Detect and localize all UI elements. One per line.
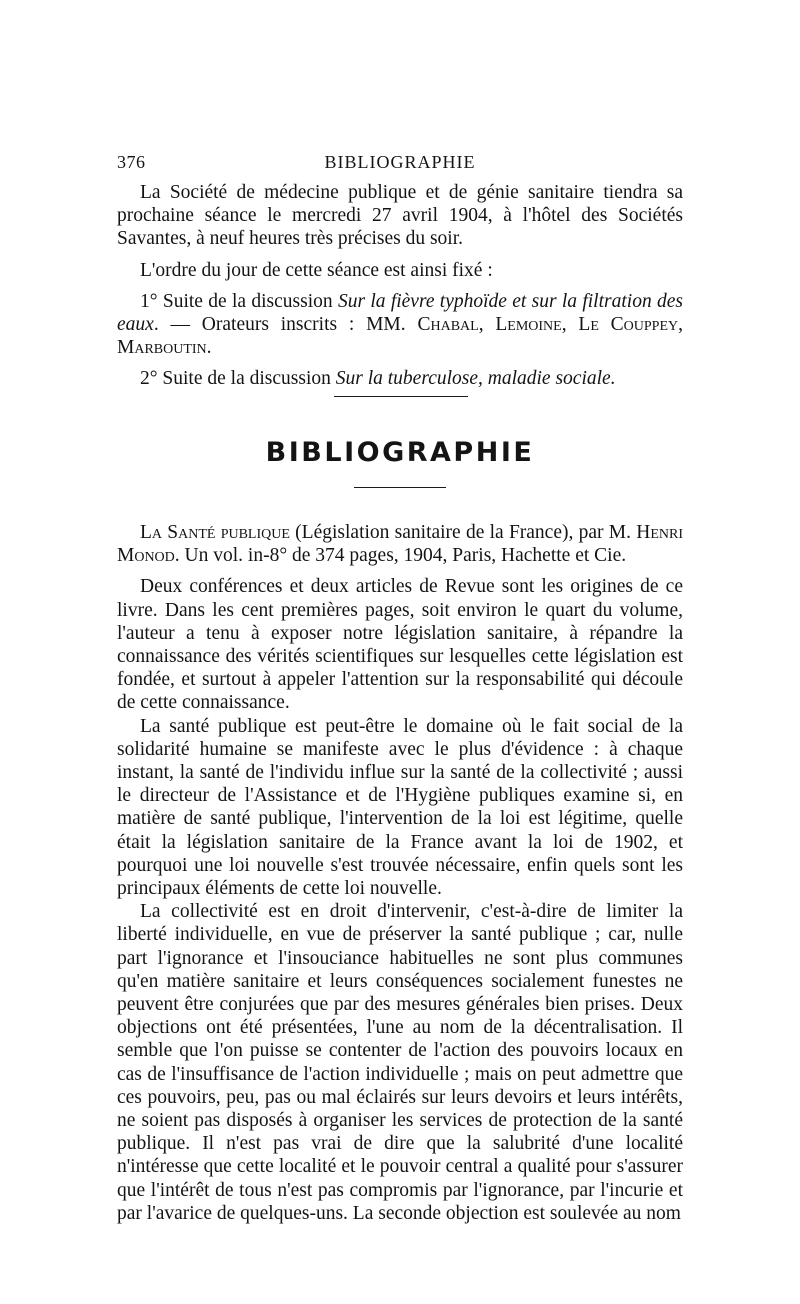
review-paragraph-2: La santé publique est peut-être le domaine où le fait social de la solidarité humaine se manifeste avec le plus d'évidence : à chaque instant, la santé de l'individu influe sur la santé de la collectivité ; aussi le directeur de l'Assistance et de l'Hygiène publiques examine si, en matière de santé publique, l'intervention de la loi est légitime, quelle était la législation sanitaire de la France avant la loi de 1902, et pourquoi une loi nouvelle s'est trouvée nécessaire, enfin quels sont les principaux éléments de cette loi nouvelle. xyxy=(117,715,683,900)
agenda-item-1-prefix: 1° Suite de la discussion xyxy=(140,290,338,312)
page-number: 376 xyxy=(117,152,146,172)
running-title: BIBLIOGRAPHIE xyxy=(324,152,476,172)
book-author: Henri Monod xyxy=(117,522,683,567)
book-review xyxy=(117,521,683,1225)
agenda-item-2-title: Sur la tuberculose, maladie sociale. xyxy=(335,368,616,390)
agenda-intro: L'ordre du jour de cette séance est ainsi fixé : xyxy=(140,259,493,281)
agenda-item-2 xyxy=(117,367,683,390)
book-title: La Santé publique xyxy=(140,522,290,543)
notice-paragraph: La Société de médecine publique et de génie sanitaire tiendra sa prochaine séance le mercredi 27 avril 1904, à l'hôtel des Sociétés Savantes, à neuf heures très précises du soir. xyxy=(117,182,683,250)
agenda-item-1-speakers: Chabal, Lemoine, Le Couppey, Marboutin. xyxy=(117,314,684,359)
separator-rule-bottom xyxy=(354,487,446,488)
agenda-item-2-prefix: 2° Suite de la discussion xyxy=(140,368,336,390)
book-citation xyxy=(117,521,683,567)
society-notice xyxy=(117,181,683,391)
separator-rule-top xyxy=(334,396,468,397)
agenda-item-1-title: Sur la fièvre typhoïde et sur la filtration des eaux xyxy=(117,290,684,336)
running-head xyxy=(117,152,683,174)
agenda-item-1 xyxy=(117,290,683,360)
section-title: BIBLIOGRAPHIE xyxy=(265,437,535,468)
book-subtitle: (Législation sanitaire de la France), par M. xyxy=(289,522,637,543)
agenda-item-1-suffix: . — Orateurs inscrits : MM. xyxy=(153,314,418,336)
book-details: . Un vol. in-8° de 374 pages, 1904, Paris, Hachette et Cie. xyxy=(174,545,627,567)
review-paragraph-1: Deux conférences et deux articles de Revue sont les origines de ce livre. Dans les cent premières pages, soit environ le quart du volume, l'auteur a tenu à exposer notre législation sanitaire, à répandre la connaissance des vérités scientifiques sur lesquelles cette législation est fondée, et surtout à appeler l'attention sur la responsabilité qui découle de cette connaissance. xyxy=(117,576,683,714)
review-paragraph-3: La collectivité est en droit d'intervenir, c'est-à-dire de limiter la liberté individuelle, en vue de préserver la santé publique ; car, nulle part l'ignorance et l'insouciance habituelles ne sont plus communes qu'en matière sanitaire et leurs conséquences socialement funestes ne peuvent être conjurées que par des mesures générales bien prises. Deux objections ont été présentées, l'une au nom de la décentralisation. Il semble que l'on puisse se contenter de l'action des pouvoirs locaux en cas de l'insuffisance de l'action individuelle ; mais on peut admettre que ces pouvoirs, peu, pas ou mal éclairés sur leurs devoirs et leurs intérêts, ne soient pas disposés à organiser les services de protection de la santé publique. Il n'est pas vrai de dire que la salubrité d'une localité n'intéresse que cette localité et le pouvoir central a qualité pour s'assurer que l'intérêt de tous n'est pas compromis par l'ignorance, par l'incurie et par l'avarice de quelques-uns. La seconde objection est soulevée au nom xyxy=(117,901,683,1224)
